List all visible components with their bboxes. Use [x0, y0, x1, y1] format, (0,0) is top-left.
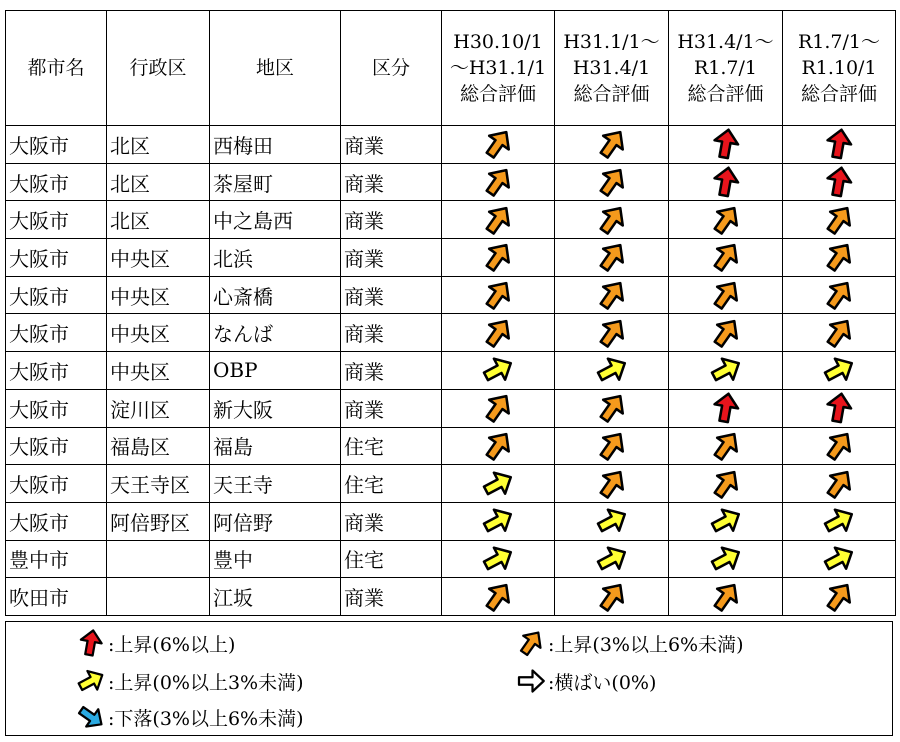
cell-category: 商業 [341, 239, 442, 277]
cell-category: 商業 [341, 314, 442, 352]
red-up-arrow-icon [709, 165, 743, 199]
red-up-arrow-icon [822, 391, 856, 425]
cell-category: 商業 [341, 163, 442, 201]
orange-up-right-arrow-icon [481, 165, 515, 199]
cell-trend-period-4 [783, 352, 896, 390]
cell-ward [107, 540, 210, 578]
cell-trend-period-1 [442, 578, 555, 616]
table-row [6, 314, 896, 352]
orange-up-right-arrow-icon [709, 203, 743, 237]
land-price-trend-table [5, 10, 896, 616]
yellow-right-up-arrow-icon [822, 542, 856, 576]
cell-trend-period-2 [555, 578, 669, 616]
orange-up-right-arrow-icon [595, 240, 629, 274]
cell-trend-period-1 [442, 465, 555, 503]
cell-trend-period-3 [669, 314, 783, 352]
cell-trend-period-2 [555, 163, 669, 201]
cell-city: 大阪市 [6, 126, 107, 164]
red-up-arrow-icon [709, 391, 743, 425]
legend-item-flat [516, 666, 656, 696]
legend-label: :上昇(3%以上6%未満) [548, 633, 744, 656]
cell-trend-period-4 [783, 427, 896, 465]
cell-trend-period-1 [442, 352, 555, 390]
cell-city: 大阪市 [6, 465, 107, 503]
cell-ward: 淀川区 [107, 389, 210, 427]
header-period-4: R1.7/1〜 R1.10/1 総合評価 [783, 11, 896, 126]
cell-trend-period-3 [669, 276, 783, 314]
orange-up-right-arrow-icon [822, 429, 856, 463]
orange-up-right-arrow-icon [481, 429, 515, 463]
table-row [6, 126, 896, 164]
orange-up-right-arrow-icon [481, 278, 515, 312]
yellow-right-up-arrow-icon [481, 353, 515, 387]
orange-up-right-arrow-icon [709, 278, 743, 312]
orange-up-right-arrow-icon [595, 316, 629, 350]
cell-trend-period-4 [783, 126, 896, 164]
cell-district: 新大阪 [210, 389, 341, 427]
cell-trend-period-2 [555, 427, 669, 465]
orange-up-right-arrow-icon [516, 628, 546, 658]
cell-category: 商業 [341, 578, 442, 616]
orange-up-right-arrow-icon [822, 316, 856, 350]
cell-trend-period-4 [783, 276, 896, 314]
cell-category: 住宅 [341, 540, 442, 578]
orange-up-right-arrow-icon [709, 429, 743, 463]
table-row [6, 389, 896, 427]
cell-trend-period-3 [669, 126, 783, 164]
cell-ward: 中央区 [107, 239, 210, 277]
orange-up-right-arrow-icon [709, 240, 743, 274]
cell-category: 商業 [341, 502, 442, 540]
table-row [6, 352, 896, 390]
header-ward: 行政区 [107, 11, 210, 126]
cell-trend-period-3 [669, 201, 783, 239]
cell-trend-period-1 [442, 427, 555, 465]
red-up-arrow-icon [709, 127, 743, 161]
cell-trend-period-1 [442, 540, 555, 578]
cell-trend-period-3 [669, 389, 783, 427]
red-up-arrow-icon [822, 127, 856, 161]
orange-up-right-arrow-icon [595, 391, 629, 425]
cell-trend-period-3 [669, 502, 783, 540]
cell-category: 商業 [341, 352, 442, 390]
cell-district: 北浜 [210, 239, 341, 277]
cell-trend-period-2 [555, 314, 669, 352]
cell-trend-period-2 [555, 352, 669, 390]
table-row [6, 540, 896, 578]
cell-trend-period-4 [783, 502, 896, 540]
header-city: 都市名 [6, 11, 107, 126]
legend-item-up-6-plus [76, 628, 235, 658]
cell-district: 茶屋町 [210, 163, 341, 201]
orange-up-right-arrow-icon [595, 580, 629, 614]
cell-ward: 天王寺区 [107, 465, 210, 503]
cell-city: 吹田市 [6, 578, 107, 616]
yellow-right-up-arrow-icon [709, 353, 743, 387]
cell-trend-period-4 [783, 578, 896, 616]
orange-up-right-arrow-icon [822, 467, 856, 501]
cell-trend-period-2 [555, 540, 669, 578]
cell-trend-period-3 [669, 578, 783, 616]
yellow-right-up-arrow-icon [481, 467, 515, 501]
yellow-right-up-arrow-icon [822, 353, 856, 387]
table-row [6, 502, 896, 540]
cell-trend-period-3 [669, 352, 783, 390]
legend-label: :上昇(0%以上3%未満) [108, 671, 304, 694]
cell-trend-period-2 [555, 389, 669, 427]
cell-city: 大阪市 [6, 314, 107, 352]
yellow-right-up-arrow-icon [595, 353, 629, 387]
red-up-arrow-icon [822, 165, 856, 199]
cell-trend-period-4 [783, 314, 896, 352]
cell-city: 大阪市 [6, 352, 107, 390]
cell-category: 商業 [341, 201, 442, 239]
cell-city: 大阪市 [6, 276, 107, 314]
cell-trend-period-3 [669, 163, 783, 201]
legend-label: :横ばい(0%) [548, 671, 657, 694]
cell-city: 大阪市 [6, 239, 107, 277]
yellow-right-up-arrow-icon [709, 542, 743, 576]
cell-trend-period-1 [442, 276, 555, 314]
legend-label: :下落(3%以上6%未満) [108, 707, 304, 730]
header-period-3: H31.4/1〜 R1.7/1 総合評価 [669, 11, 783, 126]
legend-item-up-3-6 [516, 628, 744, 658]
cell-trend-period-3 [669, 239, 783, 277]
legend-item-up-0-3 [76, 666, 304, 696]
cell-trend-period-1 [442, 502, 555, 540]
cell-category: 商業 [341, 276, 442, 314]
orange-up-right-arrow-icon [822, 278, 856, 312]
cell-trend-period-4 [783, 239, 896, 277]
orange-up-right-arrow-icon [481, 203, 515, 237]
cell-trend-period-4 [783, 163, 896, 201]
cell-trend-period-2 [555, 465, 669, 503]
cell-city: 大阪市 [6, 502, 107, 540]
orange-up-right-arrow-icon [822, 240, 856, 274]
table-row [6, 163, 896, 201]
cell-category: 商業 [341, 389, 442, 427]
orange-up-right-arrow-icon [481, 580, 515, 614]
cell-trend-period-3 [669, 540, 783, 578]
orange-up-right-arrow-icon [709, 580, 743, 614]
cell-trend-period-4 [783, 465, 896, 503]
orange-up-right-arrow-icon [595, 467, 629, 501]
cell-category: 商業 [341, 126, 442, 164]
yellow-right-up-arrow-icon [481, 504, 515, 538]
yellow-right-up-arrow-icon [709, 504, 743, 538]
header-row [6, 11, 896, 126]
cell-district: 福島 [210, 427, 341, 465]
cell-district: 心斎橋 [210, 276, 341, 314]
cell-trend-period-1 [442, 389, 555, 427]
cell-city: 大阪市 [6, 201, 107, 239]
orange-up-right-arrow-icon [822, 203, 856, 237]
cell-district: OBP [210, 352, 341, 390]
orange-up-right-arrow-icon [822, 580, 856, 614]
cell-trend-period-3 [669, 427, 783, 465]
orange-up-right-arrow-icon [595, 127, 629, 161]
table-row [6, 239, 896, 277]
cell-ward: 中央区 [107, 352, 210, 390]
cell-trend-period-1 [442, 239, 555, 277]
orange-up-right-arrow-icon [595, 278, 629, 312]
legend-label: :上昇(6%以上) [108, 633, 236, 656]
cell-ward: 中央区 [107, 276, 210, 314]
orange-up-right-arrow-icon [481, 316, 515, 350]
cell-district: なんば [210, 314, 341, 352]
cell-ward [107, 578, 210, 616]
yellow-right-up-arrow-icon [595, 504, 629, 538]
cell-ward: 阿倍野区 [107, 502, 210, 540]
cell-trend-period-2 [555, 201, 669, 239]
table-row [6, 201, 896, 239]
table-row [6, 276, 896, 314]
header-district: 地区 [210, 11, 341, 126]
table-row [6, 465, 896, 503]
orange-up-right-arrow-icon [481, 127, 515, 161]
cell-trend-period-2 [555, 126, 669, 164]
cell-trend-period-2 [555, 502, 669, 540]
cell-district: 天王寺 [210, 465, 341, 503]
header-period-2: H31.1/1〜 H31.4/1 総合評価 [555, 11, 669, 126]
legend [5, 621, 893, 736]
cell-district: 豊中 [210, 540, 341, 578]
cell-trend-period-1 [442, 163, 555, 201]
cell-trend-period-2 [555, 239, 669, 277]
cell-district: 江坂 [210, 578, 341, 616]
table-row [6, 427, 896, 465]
cell-trend-period-4 [783, 201, 896, 239]
orange-up-right-arrow-icon [481, 391, 515, 425]
cell-category: 住宅 [341, 465, 442, 503]
cell-ward: 中央区 [107, 314, 210, 352]
cell-trend-period-4 [783, 540, 896, 578]
cell-ward: 福島区 [107, 427, 210, 465]
yellow-right-up-arrow-icon [822, 504, 856, 538]
cell-ward: 北区 [107, 126, 210, 164]
cell-trend-period-1 [442, 314, 555, 352]
orange-up-right-arrow-icon [595, 429, 629, 463]
cell-trend-period-1 [442, 126, 555, 164]
yellow-right-up-arrow-icon [481, 542, 515, 576]
red-up-arrow-icon [76, 628, 106, 658]
cell-trend-period-3 [669, 465, 783, 503]
cell-district: 阿倍野 [210, 502, 341, 540]
cell-ward: 北区 [107, 163, 210, 201]
cell-city: 大阪市 [6, 163, 107, 201]
table-row [6, 578, 896, 616]
legend-item-down-3-6 [76, 702, 304, 732]
orange-up-right-arrow-icon [595, 165, 629, 199]
white-right-arrow-icon [516, 666, 546, 696]
orange-up-right-arrow-icon [709, 467, 743, 501]
header-category: 区分 [341, 11, 442, 126]
orange-up-right-arrow-icon [481, 240, 515, 274]
cell-trend-period-2 [555, 276, 669, 314]
cell-city: 大阪市 [6, 427, 107, 465]
cell-district: 中之島西 [210, 201, 341, 239]
header-period-1: H30.10/1 〜H31.1/1 総合評価 [442, 11, 555, 126]
cell-trend-period-1 [442, 201, 555, 239]
cell-city: 大阪市 [6, 389, 107, 427]
cell-ward: 北区 [107, 201, 210, 239]
yellow-right-up-arrow-icon [595, 542, 629, 576]
cell-district: 西梅田 [210, 126, 341, 164]
orange-up-right-arrow-icon [595, 203, 629, 237]
cell-trend-period-4 [783, 389, 896, 427]
yellow-right-up-arrow-icon [76, 666, 106, 696]
cell-city: 豊中市 [6, 540, 107, 578]
orange-up-right-arrow-icon [709, 316, 743, 350]
cell-category: 住宅 [341, 427, 442, 465]
blue-down-right-arrow-icon [76, 702, 106, 732]
